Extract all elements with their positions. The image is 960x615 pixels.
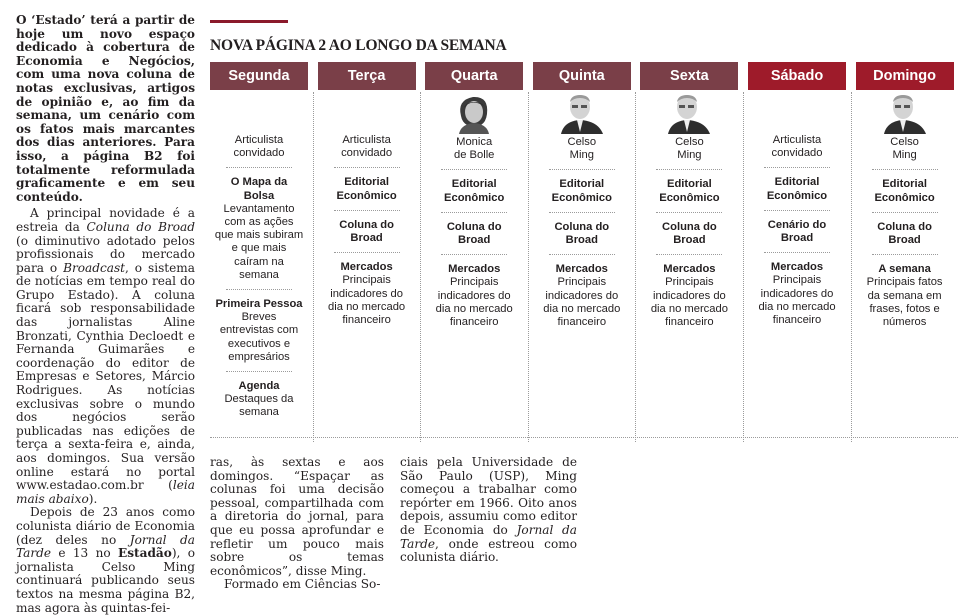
author-line: Articulista bbox=[772, 134, 822, 146]
dotted-separator bbox=[764, 210, 830, 211]
text-run: , o sistema de notícias em tempo real do Grupo Estado). A coluna ficará sob responsabilidade das jornalistas Aline Bronzati, Cynthia Decloedt e Fernanda Guimarães e coordenação do editor de Empresas e Setores, Márcio Rodrigues. As notícias exclusivas sobre o mundo dos negócios serão publicadas nas edições de terça a sexta-feira e, ainda, aos domingos. Sua versão online estará no portal www.estadao.com.br ( bbox=[16, 260, 195, 493]
dotted-separator bbox=[441, 212, 507, 213]
slot-title: Coluna do Broad bbox=[446, 220, 502, 247]
author-line: Ming bbox=[677, 149, 702, 162]
author-line: Celso bbox=[890, 136, 919, 148]
day-slot-3 bbox=[856, 221, 954, 247]
day-slot-4 bbox=[640, 263, 738, 329]
dotted-separator bbox=[549, 169, 615, 170]
col3-paragraph-1 bbox=[400, 456, 577, 565]
dotted-separator bbox=[441, 169, 507, 170]
day-header: Domingo bbox=[856, 62, 954, 90]
author-line: Celso bbox=[567, 136, 597, 148]
slot-title: Editorial Econômico bbox=[874, 178, 935, 204]
slot-title: Editorial Econômico bbox=[336, 176, 397, 202]
day-slot-4 bbox=[210, 380, 308, 420]
dotted-separator bbox=[549, 212, 615, 213]
slot-description: Destaques da semana bbox=[224, 393, 294, 419]
day-slot-4 bbox=[318, 261, 416, 327]
day-author bbox=[210, 134, 308, 160]
dotted-separator bbox=[872, 254, 938, 255]
dotted-separator bbox=[226, 371, 292, 372]
columnist-portrait-man bbox=[882, 92, 928, 134]
day-header: Segunda bbox=[210, 62, 308, 90]
day-author bbox=[425, 136, 523, 162]
day-slot-3 bbox=[425, 221, 523, 247]
day-slot-3 bbox=[533, 221, 631, 247]
slot-description: Breves entrevistas com executivos e empresários bbox=[219, 311, 299, 363]
day-column-3 bbox=[533, 62, 631, 442]
day-header: Sábado bbox=[748, 62, 846, 90]
day-slot-3 bbox=[640, 221, 738, 247]
dotted-separator bbox=[872, 169, 938, 170]
column-separator bbox=[420, 92, 421, 442]
day-column-4 bbox=[640, 62, 738, 442]
day-slot-2 bbox=[533, 178, 631, 204]
days-grid bbox=[210, 62, 960, 442]
dotted-separator bbox=[226, 167, 292, 168]
day-column-6 bbox=[856, 62, 954, 442]
infographic-title: NOVA PÁGINA 2 AO LONGO DA SEMANA bbox=[210, 37, 507, 54]
day-header: Quinta bbox=[533, 62, 631, 90]
day-slot-2 bbox=[748, 176, 846, 202]
slot-title: Coluna do Broad bbox=[554, 220, 610, 247]
author-line: convidado bbox=[233, 147, 285, 160]
article-column-2 bbox=[210, 456, 384, 592]
text-run-italic: Jornal da Tarde bbox=[16, 532, 195, 561]
day-slot-4 bbox=[748, 261, 846, 327]
slot-title: Coluna do Broad bbox=[662, 220, 717, 247]
day-author bbox=[856, 136, 954, 162]
day-author bbox=[640, 136, 738, 162]
lead-intro: O ‘Estado’ terá a partir de hoje um novo espaço dedicado à cobertura de Economia e Negócios, com uma nova coluna de notas exclusivas, artigos de opinião e, ao fim da semana, um cenário com os fatos mais marcantes dos dias anteriores. Para isso, a página B2 foi totalmente reformulada graficamente e em seu conteúdo. bbox=[16, 13, 195, 204]
slot-description: Principais indicadores do dia no mercado financeiro bbox=[758, 274, 836, 327]
day-author bbox=[318, 134, 416, 160]
author-line: Articulista bbox=[342, 134, 391, 146]
text-run-italic: Jornal da Tarde bbox=[400, 522, 578, 551]
lead-article-column bbox=[16, 14, 195, 615]
article-column-3 bbox=[400, 456, 577, 565]
text-run-italic: leia mais abaixo bbox=[16, 478, 195, 506]
day-slot-2 bbox=[425, 178, 523, 204]
slot-title: A semana bbox=[878, 263, 931, 276]
day-header: Sexta bbox=[640, 62, 738, 90]
day-slot-2 bbox=[210, 176, 308, 282]
dotted-separator bbox=[226, 289, 292, 290]
text-run: (o diminutivo adotado pelos profissionais do mercado para o bbox=[16, 233, 195, 275]
slot-description: Principais indicadores do dia no mercado financeiro bbox=[328, 274, 406, 327]
column-separator bbox=[528, 92, 529, 442]
day-slot-2 bbox=[640, 178, 738, 204]
slot-description: Levantamento com as ações que mais subiram e que mais caíram na semana bbox=[214, 202, 304, 281]
text-run: , onde estreou como colunista diário. bbox=[400, 536, 577, 565]
dotted-separator bbox=[764, 252, 830, 253]
text-run: ciais pela Universidade de São Paulo (USP), Ming começou a trabalhar como repórter em 1966. Oito anos depois, assumiu como editor de Economia do bbox=[400, 455, 577, 537]
lead-paragraph-2 bbox=[16, 506, 195, 615]
dotted-separator bbox=[656, 254, 722, 255]
day-slot-3 bbox=[210, 298, 308, 364]
dotted-separator bbox=[764, 167, 830, 168]
accent-rule bbox=[210, 20, 288, 23]
text-run-bold: Estadão bbox=[118, 546, 172, 561]
author-line: Ming bbox=[569, 149, 594, 162]
text-run-italic: Broadcast bbox=[63, 260, 126, 275]
column-separator bbox=[313, 92, 314, 442]
day-column-5 bbox=[748, 62, 846, 442]
lead-paragraph-1 bbox=[16, 207, 195, 506]
day-slot-2 bbox=[318, 176, 416, 202]
day-slot-4 bbox=[425, 263, 523, 329]
author-line: Celso bbox=[675, 136, 704, 148]
columnist-portrait-man bbox=[666, 92, 712, 134]
col2-paragraph-1: ras, às sextas e aos domingos. “Espaçar as colunas foi uma decisão pessoal, compartilhada com a diretoria do jornal, para que eu possa aprofundar e refletir um pouco mais sobre os temas econômicos”, disse Ming. bbox=[210, 455, 384, 578]
day-author bbox=[748, 134, 846, 160]
day-column-2 bbox=[425, 62, 523, 442]
column-separator bbox=[635, 92, 636, 442]
slot-title: Mercados bbox=[770, 261, 824, 274]
day-slot-3 bbox=[318, 219, 416, 245]
day-author bbox=[533, 136, 631, 162]
columnist-portrait-woman bbox=[451, 92, 497, 134]
slot-title: Editorial Econômico bbox=[551, 178, 612, 204]
slot-title: Coluna do Broad bbox=[877, 220, 932, 247]
slot-title: Agenda bbox=[238, 380, 280, 393]
slot-description: Principais indicadores do dia no mercado financeiro bbox=[435, 276, 513, 329]
column-separator bbox=[743, 92, 744, 442]
slot-title: Editorial Econômico bbox=[766, 176, 828, 202]
day-slot-2 bbox=[856, 178, 954, 204]
slot-description: Principais indicadores do dia no mercado financeiro bbox=[543, 276, 621, 329]
author-line: de Bolle bbox=[453, 149, 495, 162]
author-line: convidado bbox=[341, 147, 393, 160]
day-header: Quarta bbox=[425, 62, 523, 90]
dotted-separator bbox=[549, 254, 615, 255]
dotted-separator bbox=[334, 167, 400, 168]
text-run: A principal novidade é a estreia da bbox=[16, 206, 195, 234]
author-line: Ming bbox=[892, 149, 917, 162]
author-line: convidado bbox=[771, 147, 823, 160]
slot-title: Mercados bbox=[555, 263, 608, 276]
text-run: ). bbox=[88, 491, 98, 506]
text-run-italic: Coluna do Broad bbox=[86, 219, 195, 234]
slot-title: Primeira Pessoa bbox=[215, 298, 303, 311]
columnist-portrait-man bbox=[559, 92, 605, 134]
author-line: Monica bbox=[456, 136, 493, 148]
dotted-separator bbox=[441, 254, 507, 255]
text-run: e 13 no bbox=[51, 546, 118, 561]
text-run: ), o jornalista Celso Ming continuará publicando seus textos na mesma página B2, mas agora às quintas-fei- bbox=[16, 546, 195, 615]
slot-title: Editorial Econômico bbox=[659, 178, 720, 204]
slot-title: Mercados bbox=[340, 261, 393, 274]
dotted-separator bbox=[334, 210, 400, 211]
slot-title: Editorial Econômico bbox=[444, 178, 505, 204]
text-run: Depois de 23 anos como colunista diário de Economia (dez deles no bbox=[16, 505, 195, 547]
day-slot-4 bbox=[533, 263, 631, 329]
slot-title: Coluna do Broad bbox=[339, 218, 394, 245]
day-header: Terça bbox=[318, 62, 416, 90]
slot-title: Cenário do Broad bbox=[767, 218, 827, 245]
dotted-separator bbox=[656, 212, 722, 213]
slot-title: Mercados bbox=[663, 263, 716, 276]
weekly-schedule-infographic bbox=[210, 20, 960, 419]
divider bbox=[210, 437, 958, 438]
day-slot-4 bbox=[856, 263, 954, 329]
day-slot-3 bbox=[748, 219, 846, 245]
day-column-0 bbox=[210, 62, 308, 442]
col2-paragraph-2: Formado em Ciências So- bbox=[224, 577, 381, 592]
author-line: Articulista bbox=[234, 134, 284, 146]
dotted-separator bbox=[656, 169, 722, 170]
day-column-1 bbox=[318, 62, 416, 442]
dotted-separator bbox=[872, 212, 938, 213]
slot-title: Mercados bbox=[448, 263, 501, 276]
column-separator bbox=[851, 92, 852, 442]
slot-title: O Mapa da Bolsa bbox=[230, 176, 288, 202]
slot-description: Principais fatos da semana em frases, fotos e números bbox=[866, 276, 943, 329]
slot-description: Principais indicadores do dia no mercado financeiro bbox=[650, 276, 728, 329]
dotted-separator bbox=[334, 252, 400, 253]
